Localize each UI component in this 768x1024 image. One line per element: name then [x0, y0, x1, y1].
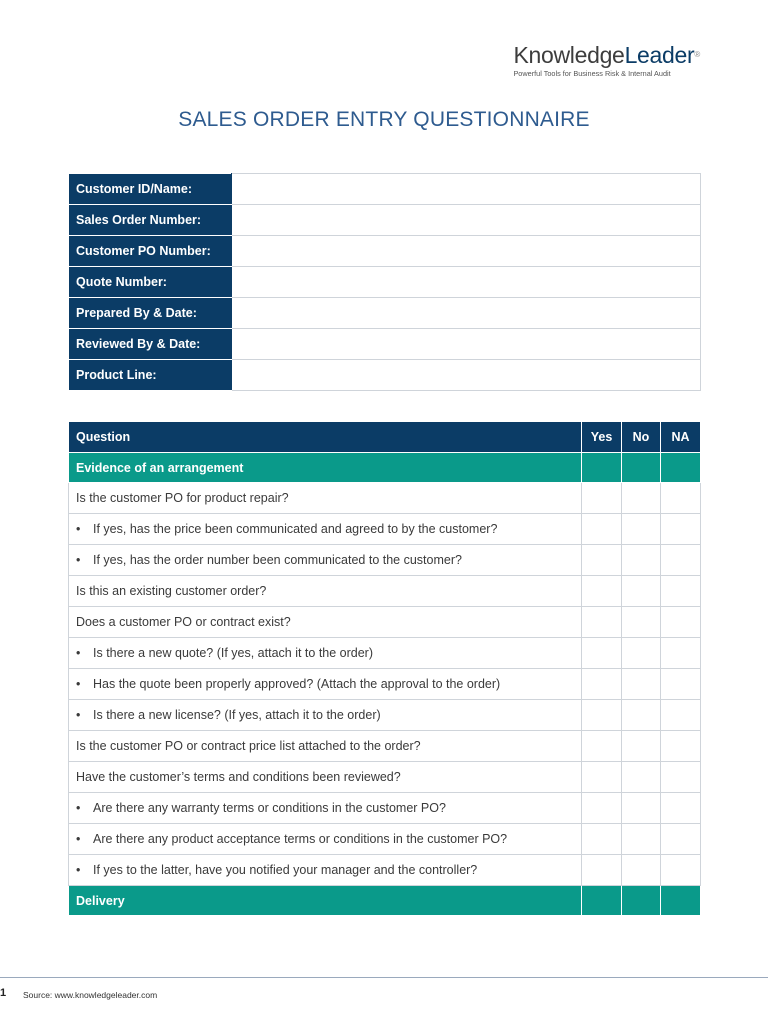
question-row: [69, 638, 701, 669]
question-text: Is there a new quote? (If yes, attach it to the order): [93, 646, 374, 660]
info-label: Reviewed By & Date:: [69, 329, 232, 360]
questionnaire-table: [68, 421, 701, 916]
bullet-marker: •: [76, 522, 81, 536]
na-answer-cell[interactable]: [661, 762, 701, 793]
section-no-cell: [622, 886, 661, 916]
question-cell: [69, 545, 582, 576]
no-answer-cell[interactable]: [622, 483, 661, 514]
no-answer-cell[interactable]: [622, 545, 661, 576]
na-answer-cell[interactable]: [661, 824, 701, 855]
question-row: [69, 514, 701, 545]
na-answer-cell[interactable]: [661, 855, 701, 886]
section-title: Delivery: [69, 886, 582, 916]
bullet-marker: •: [76, 708, 81, 722]
yes-answer-cell[interactable]: [582, 483, 622, 514]
yes-answer-cell[interactable]: [582, 762, 622, 793]
info-label: Prepared By & Date:: [69, 298, 232, 329]
yes-answer-cell[interactable]: [582, 855, 622, 886]
yes-answer-cell[interactable]: [582, 793, 622, 824]
question-cell: [69, 669, 582, 700]
question-cell: [69, 824, 582, 855]
section-na-cell: [661, 886, 701, 916]
question-cell: [69, 762, 582, 793]
question-row: [69, 731, 701, 762]
knowledgeleader-logo: [513, 42, 700, 78]
order-info-table: [68, 173, 701, 391]
question-row: [69, 793, 701, 824]
info-value-field[interactable]: [232, 360, 701, 391]
question-cell: [69, 793, 582, 824]
no-answer-cell[interactable]: [622, 700, 661, 731]
info-row: [69, 298, 701, 329]
yes-answer-cell[interactable]: [582, 576, 622, 607]
na-answer-cell[interactable]: [661, 731, 701, 762]
footer-divider: [0, 977, 768, 978]
info-value-field[interactable]: [232, 329, 701, 360]
question-row: [69, 824, 701, 855]
info-value-field[interactable]: [232, 267, 701, 298]
bullet-marker: •: [76, 832, 81, 846]
page-number: 1: [0, 987, 7, 999]
na-answer-cell[interactable]: [661, 576, 701, 607]
yes-answer-cell[interactable]: [582, 669, 622, 700]
info-label: Customer ID/Name:: [69, 174, 232, 205]
bullet-marker: •: [76, 553, 81, 567]
logo-wordmark: KnowledgeLeader®: [513, 42, 700, 68]
na-answer-cell[interactable]: [661, 545, 701, 576]
info-value-field[interactable]: [232, 236, 701, 267]
section-row-evidence: [69, 453, 701, 483]
info-row: [69, 236, 701, 267]
question-cell: [69, 700, 582, 731]
question-row: [69, 855, 701, 886]
question-cell: [69, 514, 582, 545]
na-answer-cell[interactable]: [661, 700, 701, 731]
question-text: If yes, has the price been communicated and agreed to by the customer?: [93, 522, 498, 536]
yes-answer-cell[interactable]: [582, 731, 622, 762]
no-answer-cell[interactable]: [622, 638, 661, 669]
question-text: Have the customer’s terms and conditions been reviewed?: [76, 770, 401, 784]
question-text: Are there any product acceptance terms or conditions in the customer PO?: [93, 832, 508, 846]
na-answer-cell[interactable]: [661, 669, 701, 700]
section-na-cell: [661, 453, 701, 483]
question-text: If yes to the latter, have you notified your manager and the controller?: [93, 863, 478, 877]
question-row: [69, 607, 701, 638]
no-answer-cell[interactable]: [622, 731, 661, 762]
no-answer-cell[interactable]: [622, 607, 661, 638]
question-cell: [69, 607, 582, 638]
yes-column-header: Yes: [582, 422, 622, 453]
na-answer-cell[interactable]: [661, 793, 701, 824]
yes-answer-cell[interactable]: [582, 638, 622, 669]
question-row: [69, 545, 701, 576]
question-row: [69, 576, 701, 607]
section-no-cell: [622, 453, 661, 483]
yes-answer-cell[interactable]: [582, 545, 622, 576]
question-text: If yes, has the order number been communicated to the customer?: [93, 553, 462, 567]
question-text: Has the quote been properly approved? (Attach the approval to the order): [93, 677, 501, 691]
question-row: [69, 700, 701, 731]
page-title: SALES ORDER ENTRY QUESTIONNAIRE: [178, 108, 590, 131]
yes-answer-cell[interactable]: [582, 514, 622, 545]
na-answer-cell[interactable]: [661, 514, 701, 545]
bullet-marker: •: [76, 677, 81, 691]
info-row: [69, 267, 701, 298]
info-value-field[interactable]: [232, 298, 701, 329]
question-row: [69, 762, 701, 793]
no-answer-cell[interactable]: [622, 669, 661, 700]
section-title: Evidence of an arrangement: [69, 453, 582, 483]
no-answer-cell[interactable]: [622, 514, 661, 545]
question-text: Does a customer PO or contract exist?: [76, 615, 291, 629]
info-label: Customer PO Number:: [69, 236, 232, 267]
na-answer-cell[interactable]: [661, 638, 701, 669]
yes-answer-cell[interactable]: [582, 700, 622, 731]
questionnaire-header-row: [69, 422, 701, 453]
bullet-marker: •: [76, 801, 81, 815]
question-cell: [69, 855, 582, 886]
bullet-marker: •: [76, 863, 81, 877]
no-answer-cell[interactable]: [622, 576, 661, 607]
question-row: [69, 483, 701, 514]
info-value-field[interactable]: [232, 205, 701, 236]
logo-tagline: Powerful Tools for Business Risk & Internal Audit: [513, 69, 671, 78]
section-yes-cell: [582, 886, 622, 916]
info-label: Sales Order Number:: [69, 205, 232, 236]
question-text: Is the customer PO or contract price list attached to the order?: [76, 739, 421, 753]
question-column-header: Question: [69, 422, 582, 453]
yes-answer-cell[interactable]: [582, 824, 622, 855]
section-row-delivery: [69, 886, 701, 916]
no-answer-cell[interactable]: [622, 855, 661, 886]
info-row: [69, 360, 701, 391]
question-text: Is this an existing customer order?: [76, 584, 267, 598]
no-answer-cell[interactable]: [622, 824, 661, 855]
question-row: [69, 669, 701, 700]
question-cell: [69, 576, 582, 607]
na-answer-cell[interactable]: [661, 607, 701, 638]
info-row: [69, 329, 701, 360]
bullet-marker: •: [76, 646, 81, 660]
na-column-header: NA: [661, 422, 701, 453]
no-answer-cell[interactable]: [622, 793, 661, 824]
no-column-header: No: [622, 422, 661, 453]
section-yes-cell: [582, 453, 622, 483]
info-label: Quote Number:: [69, 267, 232, 298]
question-text: Is the customer PO for product repair?: [76, 491, 289, 505]
info-row: [69, 174, 701, 205]
question-text: Is there a new license? (If yes, attach it to the order): [93, 708, 381, 722]
question-cell: [69, 483, 582, 514]
info-row: [69, 205, 701, 236]
info-label: Product Line:: [69, 360, 232, 391]
yes-answer-cell[interactable]: [582, 607, 622, 638]
no-answer-cell[interactable]: [622, 762, 661, 793]
na-answer-cell[interactable]: [661, 483, 701, 514]
question-cell: [69, 731, 582, 762]
info-value-field[interactable]: [232, 174, 701, 205]
question-cell: [69, 638, 582, 669]
source-note: Source: www.knowledgeleader.com: [23, 990, 158, 1000]
question-text: Are there any warranty terms or conditions in the customer PO?: [93, 801, 446, 815]
